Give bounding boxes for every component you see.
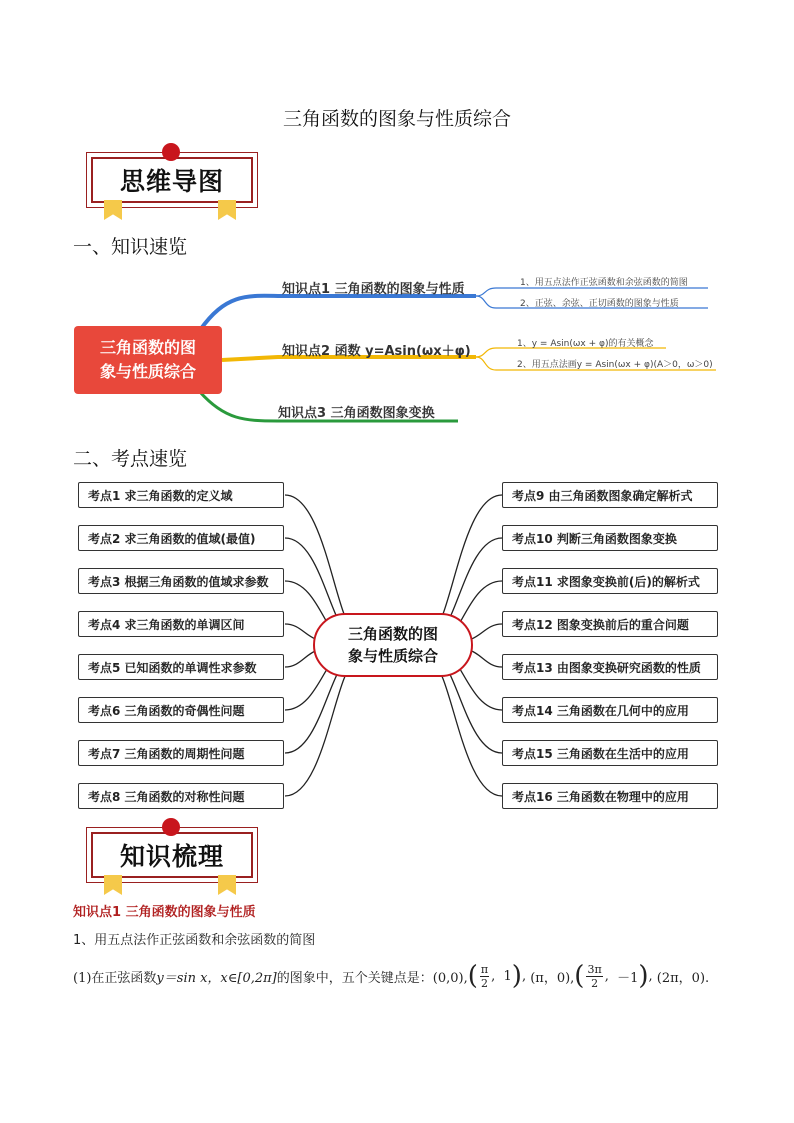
list-item: 考点1 求三角函数的定义域 (78, 482, 284, 508)
section-heading-knowledge: 一、知识速览 (73, 236, 188, 258)
list-item: 考点3 根据三角函数的值域求参数 (78, 568, 284, 594)
formula-function: y＝sin x，x∈[0,2π] (156, 970, 277, 986)
exam-mindmap-center (313, 613, 473, 677)
center-line-2: 象与性质综合 (99, 362, 196, 381)
banner-label: 思维导图 (91, 157, 253, 203)
page-title: 三角函数的图象与性质综合 (282, 108, 511, 130)
list-item: 考点6 三角函数的奇偶性问题 (78, 697, 284, 723)
formula-lead: (1)在正弦函数 (73, 970, 157, 986)
ribbon-right-icon (218, 875, 236, 895)
left-paren: ( (574, 961, 585, 991)
fraction-denominator: 2 (480, 976, 488, 990)
point-y: 1 (503, 968, 512, 984)
list-item: 考点7 三角函数的周期性问题 (78, 740, 284, 766)
formula-point-5: (2π，0). (656, 970, 710, 986)
mindmap-center (74, 326, 222, 394)
right-paren: ) (638, 961, 649, 991)
ribbon-left-icon (104, 200, 122, 220)
list-item: 考点14 三角函数在几何中的应用 (502, 697, 718, 723)
formula-mid: 的图象中，五个关键点是：(0,0), (276, 970, 468, 986)
list-item: 考点16 三角函数在物理中的应用 (502, 783, 718, 809)
fraction (586, 963, 602, 990)
center-line-1: 三角函数的图 (99, 338, 196, 357)
branch-label-1: 知识点1 三角函数的图象与性质 (282, 282, 465, 297)
list-item: 考点12 图象变换前后的重合问题 (502, 611, 718, 637)
branch-label-2: 知识点2 函数 y=Asin(ωx＋φ) (282, 344, 471, 359)
banner-knowledge (86, 827, 258, 893)
list-item: 考点15 三角函数在生活中的应用 (502, 740, 718, 766)
ribbon-left-icon (104, 875, 122, 895)
list-item: 考点13 由图象变换研究函数的性质 (502, 654, 718, 680)
banner-mindmap (86, 152, 258, 218)
list-item: 考点10 判断三角函数图象变换 (502, 525, 718, 551)
fraction-denominator: 2 (591, 976, 599, 990)
list-item: 考点9 由三角函数图象确定解析式 (502, 482, 718, 508)
list-item: 考点4 求三角函数的单调区间 (78, 611, 284, 637)
branch1-sub-2: 2、正弦、余弦、正切函数的图象与性质 (520, 299, 679, 309)
list-item: 考点11 求图象变换前(后)的解析式 (502, 568, 718, 594)
branch2-sub-2: 2、用五点法画y = Asin(ωx + φ)(A＞0，ω＞0) (517, 360, 713, 370)
list-item: 考点2 求三角函数的值域(最值) (78, 525, 284, 551)
section-heading-exam: 二、考点速览 (73, 448, 188, 470)
center-line-2: 象与性质综合 (347, 647, 438, 665)
red-dot-icon (162, 818, 180, 836)
center-line-1: 三角函数的图 (347, 625, 438, 643)
formula-line: (1)在正弦函数 y＝sin x，x∈[0,2π] 的图象中，五个关键点是：(0,0), ( $\frac{\pi}{2}$ , 1 ) , (π，0), ( $\frac{3\pi}{2}$ , －1 ) , (2π，0). (73, 961, 710, 991)
point-y: －1 (617, 970, 639, 986)
knowledge-line-1: 1、用五点法作正弦函数和余弦函数的简图 (73, 933, 316, 948)
left-paren: ( (467, 961, 478, 991)
list-item: 考点8 三角函数的对称性问题 (78, 783, 284, 809)
list-item: 考点5 已知函数的单调性求参数 (78, 654, 284, 680)
fraction-numerator: 3π (587, 962, 602, 976)
branch1-sub-1: 1、用五点法作正弦函数和余弦函数的简图 (520, 278, 688, 288)
formula-point-3: (π，0), (530, 970, 575, 986)
branch2-sub-1: 1、y = Asin(ωx + φ)的有关概念 (517, 339, 654, 349)
banner-label: 知识梳理 (91, 832, 253, 878)
fraction (480, 963, 489, 990)
fraction-numerator: π (480, 962, 489, 976)
branch-label-3: 知识点3 三角函数图象变换 (278, 406, 435, 421)
right-paren: ) (511, 961, 522, 991)
knowledge-point-title: 知识点1 三角函数的图象与性质 (73, 905, 256, 920)
ribbon-right-icon (218, 200, 236, 220)
red-dot-icon (162, 143, 180, 161)
